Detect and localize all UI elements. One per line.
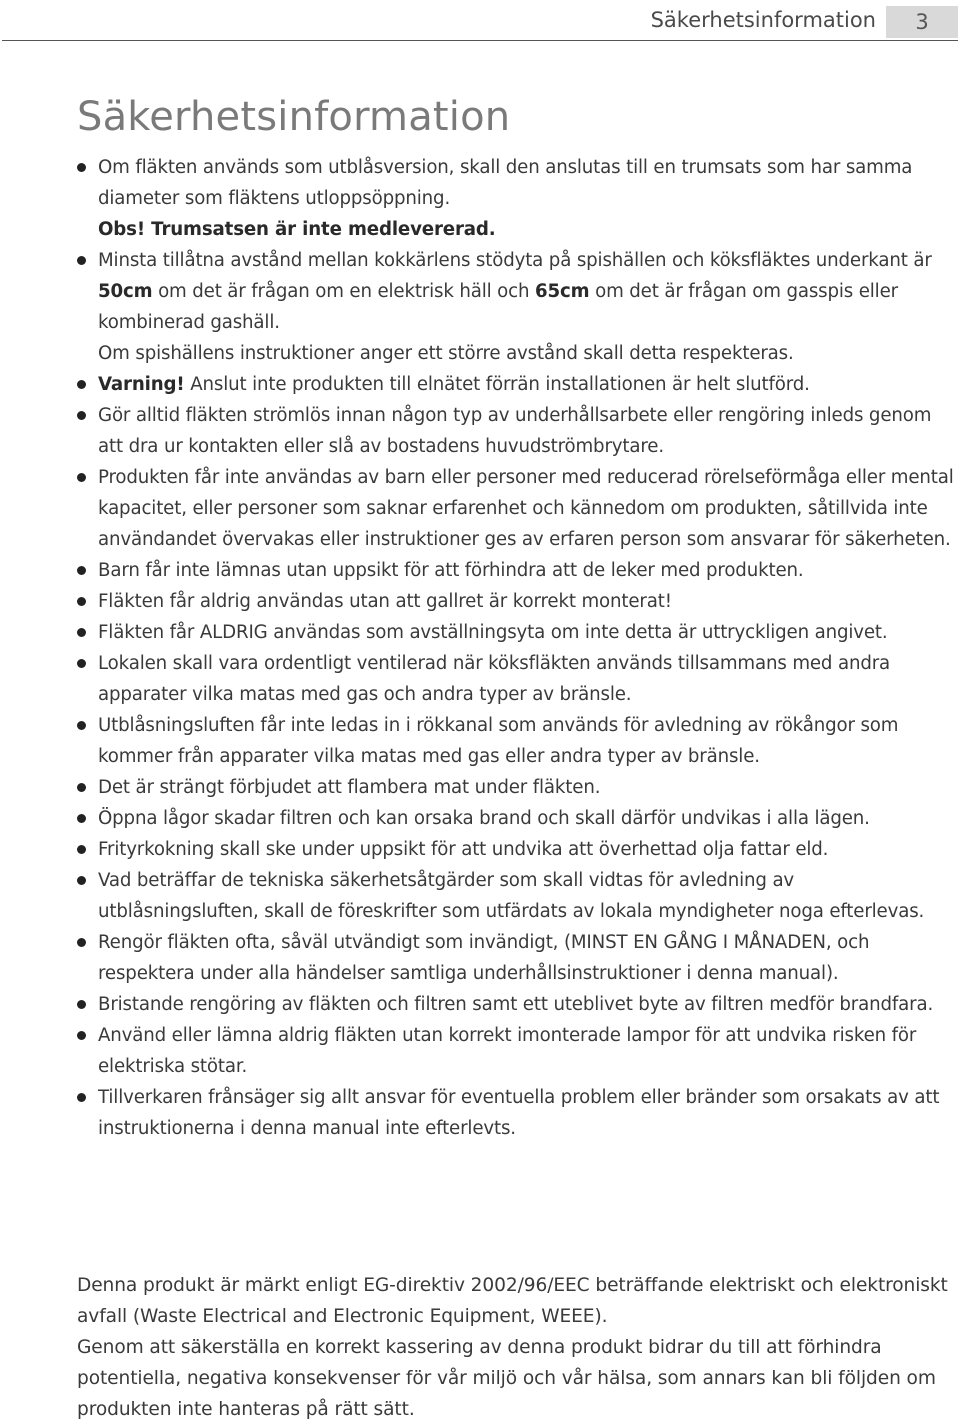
list-item: Fläkten får ALDRIG användas som avställningsyta om inte detta är uttryckligen angivet. <box>77 617 957 648</box>
bullet-text: Anslut inte produkten till elnätet förrän installationen är helt slutförd. <box>184 374 810 395</box>
list-item <box>77 152 957 245</box>
bullet-text-part: om det är frågan om en elektrisk häll och <box>152 281 536 302</box>
list-item: Använd eller lämna aldrig fläkten utan korrekt imonterade lampor för att undvika risken för elektriska stötar. <box>77 1020 957 1082</box>
list-item: Gör alltid fläkten strömlös innan någon typ av underhållsarbete eller rengöring inleds genom att dra ur kontakten eller slå av bostadens huvudströmbrytare. <box>77 400 957 462</box>
list-item: Produkten får inte användas av barn eller personer med reducerad rörelseförmåga eller mental kapacitet, eller personer som saknar erfarenhet och kännedom om produkten, såtillvida inte användandet övervakas eller instruktioner ges av erfaren person som ansvarar för säkerheten. <box>77 462 957 555</box>
page-number: 3 <box>886 6 958 38</box>
list-item <box>77 369 957 400</box>
bullet-note: Obs! Trumsatsen är inte medlevererad. <box>98 219 496 240</box>
list-item: Vad beträffar de tekniska säkerhetsåtgärder som skall vidtas för avledning av utblåsningsluften, skall de föreskrifter som utfärdats av lokala myndigheter noga efterlevas. <box>77 865 957 927</box>
weee-notice <box>77 1270 957 1425</box>
safety-bullet-list <box>77 152 957 1144</box>
list-item: Lokalen skall vara ordentligt ventilerad när köksfläkten används tillsammans med andra apparater vilka matas med gas och andra typer av bränsle. <box>77 648 957 710</box>
bullet-text-part: om det är frågan om gasspis eller kombinerad gashäll. <box>98 281 898 333</box>
page-header <box>0 0 960 42</box>
list-item: Tillverkaren frånsäger sig allt ansvar för eventuella problem eller bränder som orsakats av att instruktionerna i denna manual inte efterlevts. <box>77 1082 957 1144</box>
list-item: Frityrkokning skall ske under uppsikt för att undvika att överhettad olja fattar eld. <box>77 834 957 865</box>
weee-paragraph: Denna produkt är märkt enligt EG-direktiv 2002/96/EEC beträffande elektriskt och elektroniskt avfall (Waste Electrical and Electronic Equipment, WEEE). <box>77 1275 948 1327</box>
disposal-paragraph: Genom att säkerställa en korrekt kassering av denna produkt bidrar du till att förhindra potentiella, negativa konsekvenser för vår miljö och vår hälsa, som annars kan bli följden om produkten inte hanteras på rätt sätt. <box>77 1337 936 1420</box>
header-divider <box>2 40 958 41</box>
page-title: Säkerhetsinformation <box>77 94 511 140</box>
list-item: Det är strängt förbjudet att flambera mat under fläkten. <box>77 772 957 803</box>
bullet-extra: Om spishällens instruktioner anger ett större avstånd skall detta respekteras. <box>98 343 794 364</box>
list-item: Öppna lågor skadar filtren och kan orsaka brand och skall därför undvikas i alla lägen. <box>77 803 957 834</box>
header-section-title: Säkerhetsinformation <box>650 8 876 32</box>
distance-electric: 50cm <box>98 281 153 302</box>
bullet-text-part: Minsta tillåtna avstånd mellan kokkärlens stödyta på spishällen och köksfläktes underkant är <box>98 250 932 271</box>
list-item: Rengör fläkten ofta, såväl utvändigt som invändigt, (MINST EN GÅNG I MÅNADEN, och respektera under alla händelser samtliga underhållsinstruktioner i denna manual). <box>77 927 957 989</box>
list-item: Barn får inte lämnas utan uppsikt för att förhindra att de leker med produkten. <box>77 555 957 586</box>
list-item <box>77 245 957 369</box>
list-item: Bristande rengöring av fläkten och filtren samt ett uteblivet byte av filtren medför brandfara. <box>77 989 957 1020</box>
list-item: Utblåsningsluften får inte ledas in i rökkanal som används för avledning av rökångor som kommer från apparater vilka matas med gas eller andra typer av bränsle. <box>77 710 957 772</box>
bullet-text: Om fläkten används som utblåsversion, skall den anslutas till en trumsats som har samma diameter som fläktens utloppsöppning. <box>98 157 913 209</box>
warning-label: Varning! <box>98 374 185 395</box>
distance-gas: 65cm <box>535 281 590 302</box>
list-item: Fläkten får aldrig användas utan att gallret är korrekt monterat! <box>77 586 957 617</box>
